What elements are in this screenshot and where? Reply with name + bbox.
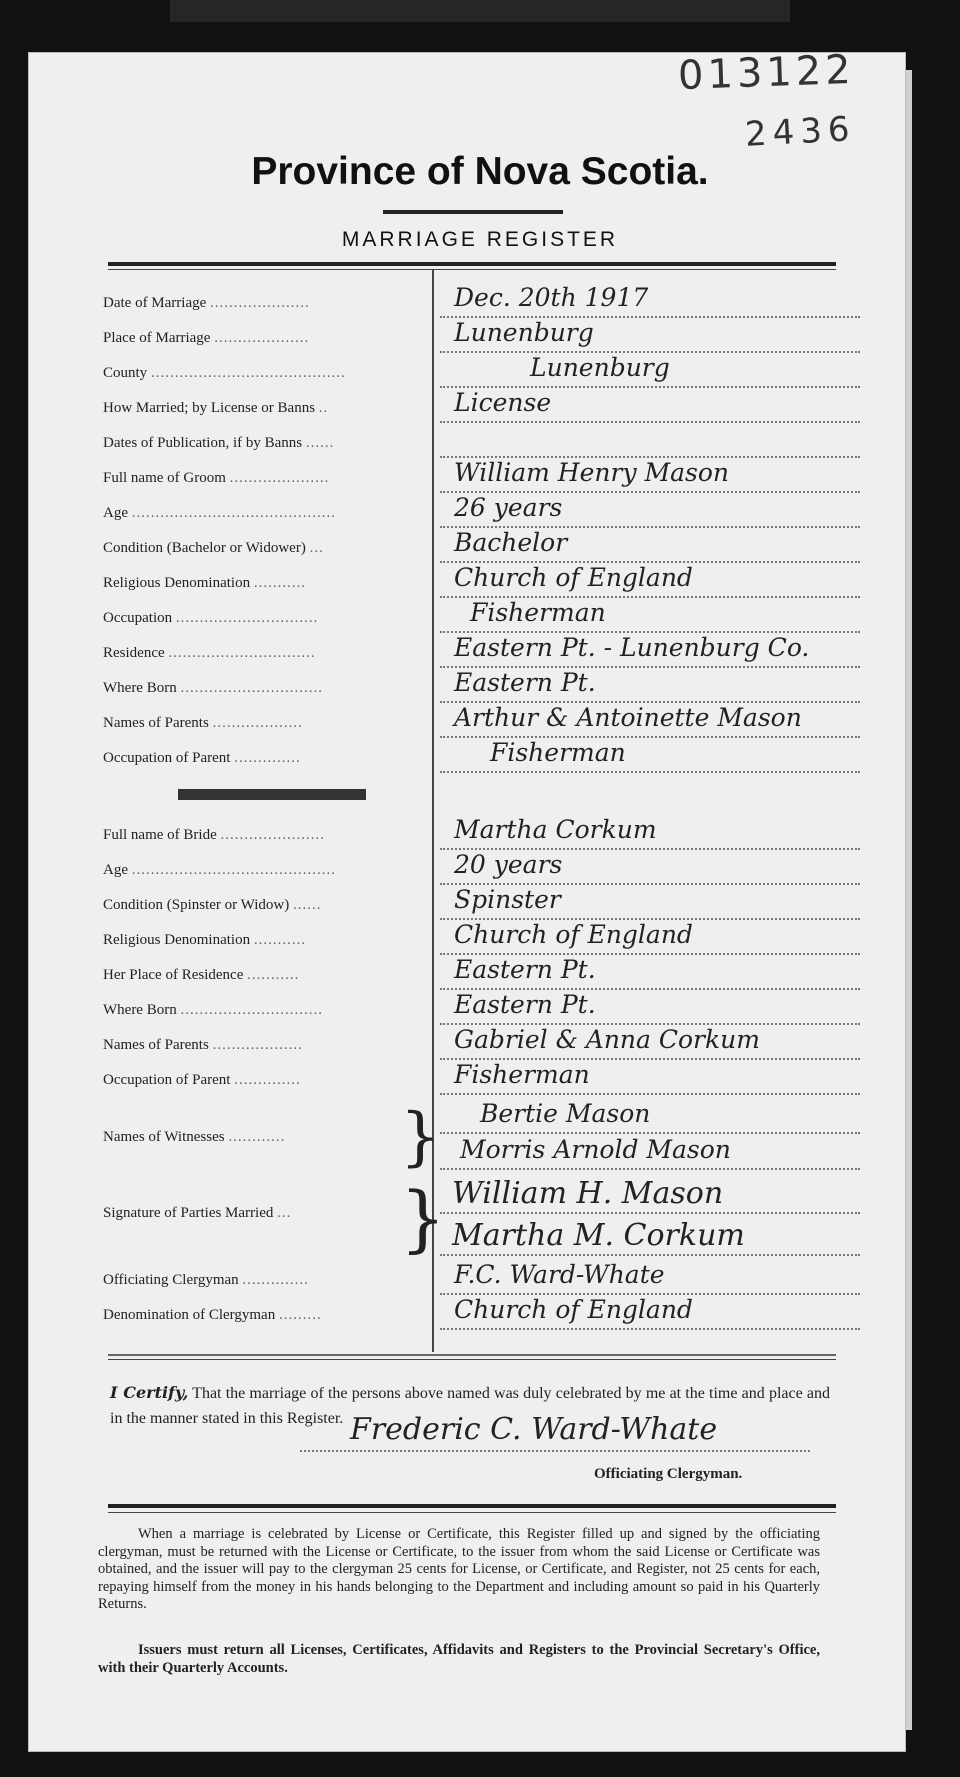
field-value: Gabriel & Anna Corkum (440, 1020, 860, 1060)
field-label: Dates of Publication, if by Banns ...... (103, 435, 335, 451)
signature-row (0, 1218, 960, 1258)
clergy-signature-title: Officiating Clergyman. (594, 1466, 743, 1482)
field-value: Lunenburg (440, 348, 860, 388)
field-value (440, 418, 860, 458)
field-label: Names of Parents ................... (103, 715, 303, 731)
field-value: Church of England (440, 558, 860, 598)
notice-rule-thin (108, 1512, 836, 1513)
license-notice: When a marriage is celebrated by License or Certificate, this Register filled up and signed by the officiating clergyman, must be returned with the License or Certificate, to the issuer from whom the said License or Certificate was obtained, and the issuer will pay to the clergyman 25 cents for License, or Certificate, and Register, not 25 cents for each, repaying himself from the money in his hands belonging to the Department and including amount so paid in his Quarterly Returns. (98, 1526, 820, 1612)
section-rule-thin (108, 1359, 836, 1360)
field-label: Religious Denomination ........... (103, 932, 307, 948)
field-value: 20 years (440, 845, 860, 885)
bride-section-bar (178, 789, 366, 800)
field-value: License (440, 383, 860, 423)
field-label: How Married; by License or Banns .. (103, 400, 329, 416)
field-row (0, 1060, 960, 1097)
field-label: Names of Parents ................... (103, 1037, 303, 1053)
witness-value: Bertie Mason (440, 1094, 860, 1134)
field-value: Eastern Pt. (440, 663, 860, 703)
signature-value: William H. Mason (440, 1174, 860, 1214)
page-title: Province of Nova Scotia. (251, 150, 709, 193)
witness-value: Morris Arnold Mason (440, 1130, 860, 1170)
field-label: Age ........................................... (103, 505, 336, 521)
field-label: Age ........................................... (103, 862, 336, 878)
signatures-label: Signature of Parties Married ... (103, 1205, 292, 1221)
field-label: Where Born .............................. (103, 1002, 323, 1018)
field-label: Full name of Groom ..................... (103, 470, 330, 486)
field-label: Date of Marriage ..................... (103, 295, 310, 311)
page-subtitle: MARRIAGE REGISTER (341, 228, 619, 251)
witnesses-brace-icon: } (400, 1100, 441, 1174)
title-underline (383, 210, 563, 214)
field-value: Lunenburg (440, 313, 860, 353)
field-label: Occupation of Parent .............. (103, 1072, 301, 1088)
field-value: Arthur & Antoinette Mason (440, 698, 860, 738)
field-label: Officiating Clergyman .............. (103, 1272, 309, 1288)
issuers-notice: Issuers must return all Licenses, Certificates, Affidavits and Registers to the Provincial Secretary's Office, with their Quarterly Accounts. (98, 1642, 820, 1676)
field-value: Bachelor (440, 523, 860, 563)
field-value: Fisherman (440, 1055, 860, 1095)
field-value: Church of England (440, 1290, 860, 1330)
scanner-top-bar (170, 0, 790, 22)
field-label: Where Born .............................. (103, 680, 323, 696)
field-label: Occupation .............................. (103, 610, 319, 626)
field-value: Eastern Pt. (440, 985, 860, 1025)
notice-rule (108, 1504, 836, 1508)
signature-value: Martha M. Corkum (440, 1216, 860, 1256)
certify-lead: I Certify, (110, 1383, 189, 1402)
field-value: Fisherman (440, 733, 860, 773)
registration-number: 013122 (677, 46, 856, 100)
field-value: Eastern Pt. - Lunenburg Co. (440, 628, 860, 668)
witnesses-label: Names of Witnesses ............ (103, 1129, 286, 1145)
field-label: County ......................................... (103, 365, 346, 381)
certify-body: That the marriage of the persons above named was duly celebrated by me at the time and place and in the manner stated in this Register. (110, 1385, 830, 1427)
field-label: Place of Marriage .................... (103, 330, 310, 346)
header-rule-thin (108, 269, 836, 270)
registration-number-secondary: 2436 (744, 109, 857, 155)
field-row (0, 1295, 960, 1332)
field-value: Spinster (440, 880, 860, 920)
field-value: Fisherman (440, 593, 860, 633)
field-label: Condition (Bachelor or Widower) ... (103, 540, 324, 556)
field-label: Her Place of Residence ........... (103, 967, 300, 983)
clergy-signature: Frederic C. Ward-Whate (300, 1412, 810, 1452)
field-label: Denomination of Clergyman ......... (103, 1307, 322, 1323)
section-rule (108, 1354, 836, 1356)
field-label: Full name of Bride ...................... (103, 827, 325, 843)
field-label: Occupation of Parent .............. (103, 750, 301, 766)
field-value: Church of England (440, 915, 860, 955)
field-row (0, 738, 960, 775)
field-label: Condition (Spinster or Widow) ...... (103, 897, 322, 913)
field-value: F.C. Ward-Whate (440, 1255, 860, 1295)
header-rule (108, 262, 836, 266)
signatures-brace-icon: } (400, 1176, 446, 1260)
field-value: Dec. 20th 1917 (440, 278, 860, 318)
field-value: 26 years (440, 488, 860, 528)
field-value: Eastern Pt. (440, 950, 860, 990)
field-label: Religious Denomination ........... (103, 575, 307, 591)
field-value: Martha Corkum (440, 810, 860, 850)
field-label: Residence ............................... (103, 645, 316, 661)
field-value: William Henry Mason (440, 453, 860, 493)
